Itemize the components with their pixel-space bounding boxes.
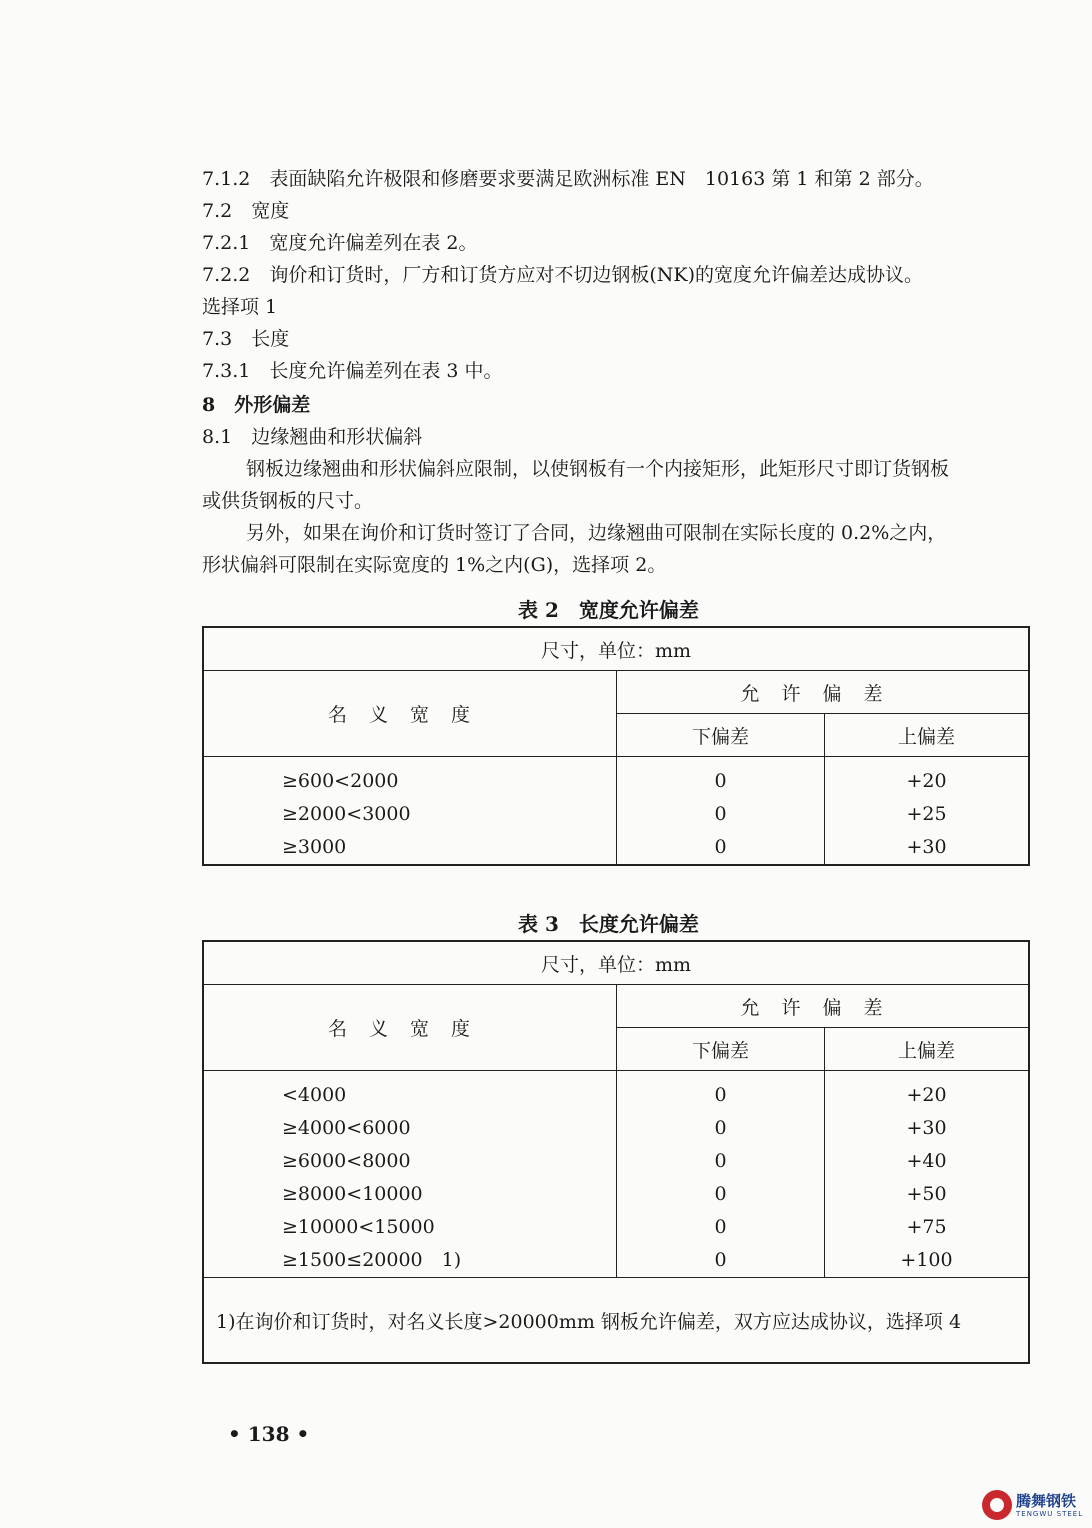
table-cell: 0	[714, 1183, 727, 1205]
table-cell: 0	[714, 1150, 727, 1172]
table3-uppers	[825, 1071, 1030, 1278]
table2-uppers	[825, 757, 1030, 866]
table2-lowers	[617, 757, 825, 866]
table-cell: +25	[906, 803, 947, 825]
table3-footnote: 1)在询价和订货时，对名义长度>20000mm 钢板允许偏差，双方应达成协议，选择项 4	[203, 1278, 1029, 1364]
para-7-2-2: 7.2.2 询价和订货时，厂方和订货方应对不切边钢板(NK)的宽度允许偏差达成协议。	[202, 264, 923, 286]
table-cell: 0	[714, 1216, 727, 1238]
table-cell: +100	[900, 1249, 953, 1271]
brand-logo	[982, 1488, 1088, 1526]
heading-8: 8 外形偏差	[202, 394, 311, 416]
page-number: • 138 •	[228, 1422, 310, 1446]
heading-7-3: 7.3 长度	[202, 328, 290, 350]
para-7-3-1: 7.3.1 长度允许偏差列在表 3 中。	[202, 360, 503, 382]
table-cell: +75	[906, 1216, 947, 1238]
table-cell: +40	[906, 1150, 947, 1172]
para-8-1-d: 形状偏斜可限制在实际宽度的 1%之内(G)，选择项 2。	[202, 554, 667, 576]
table2-col-tol: 允许偏差	[617, 671, 1030, 714]
table-cell: 0	[714, 803, 727, 825]
para-8-1-c: 另外，如果在询价和订货时签订了合同，边缘翘曲可限制在实际长度的 0.2%之内，	[246, 522, 947, 544]
table3-unit: 尺寸，单位：mm	[203, 941, 1029, 985]
table2-caption: 表 2 宽度允许偏差	[518, 598, 699, 622]
table-cell: ≥4000<6000	[282, 1117, 411, 1139]
table-cell: ≥1500≤20000 1)	[282, 1249, 462, 1271]
brand-name-cn: 腾舞钢铁	[1016, 1492, 1077, 1510]
table3-names	[203, 1071, 617, 1278]
heading-8-1: 8.1 边缘翘曲和形状偏斜	[202, 426, 423, 448]
table-cell: ≥600<2000	[282, 770, 399, 792]
table-cell: ≥2000<3000	[282, 803, 411, 825]
para-7-2-1: 7.2.1 宽度允许偏差列在表 2。	[202, 232, 478, 254]
table3-col-tol: 允许偏差	[617, 985, 1030, 1028]
table-cell: 0	[714, 1249, 727, 1271]
table2-col-upper: 上偏差	[825, 714, 1030, 757]
table-cell: ≥10000<15000	[282, 1216, 435, 1238]
table-cell: ≥3000	[282, 836, 347, 858]
para-option-1: 选择项 1	[202, 296, 278, 318]
table3-col-upper: 上偏差	[825, 1028, 1030, 1071]
table2-names	[203, 757, 617, 866]
table-cell: +30	[906, 1117, 947, 1139]
table3-lowers	[617, 1071, 825, 1278]
table2	[202, 626, 1030, 866]
table-cell: +20	[906, 1084, 947, 1106]
table-cell: +20	[906, 770, 947, 792]
table3-caption: 表 3 长度允许偏差	[518, 912, 699, 936]
brand-mark-icon	[982, 1490, 1012, 1520]
table-cell: +30	[906, 836, 947, 858]
brand-name-en: TENGWU STEEL	[1016, 1510, 1084, 1518]
table3-col-lower: 下偏差	[617, 1028, 825, 1071]
table-cell: ≥8000<10000	[282, 1183, 423, 1205]
para-8-1-a: 钢板边缘翘曲和形状偏斜应限制，以使钢板有一个内接矩形，此矩形尺寸即订货钢板	[246, 458, 950, 480]
table-cell: 0	[714, 836, 727, 858]
table-cell: 0	[714, 1117, 727, 1139]
table2-unit: 尺寸，单位：mm	[203, 627, 1029, 671]
table3-col-name: 名义宽度	[203, 985, 617, 1071]
para-8-1-b: 或供货钢板的尺寸。	[202, 490, 374, 512]
heading-7-2: 7.2 宽度	[202, 200, 290, 222]
table-cell: +50	[906, 1183, 947, 1205]
table3	[202, 940, 1030, 1364]
para-7-1-2: 7.1.2 表面缺陷允许极限和修磨要求要满足欧洲标准 EN 10163 第 1 和第 2 部分。	[202, 168, 934, 190]
table-cell: 0	[714, 1084, 727, 1106]
table-cell: 0	[714, 770, 727, 792]
table-cell: ≥6000<8000	[282, 1150, 411, 1172]
table2-col-name: 名义宽度	[203, 671, 617, 757]
table2-col-lower: 下偏差	[617, 714, 825, 757]
table-cell: <4000	[282, 1084, 347, 1106]
